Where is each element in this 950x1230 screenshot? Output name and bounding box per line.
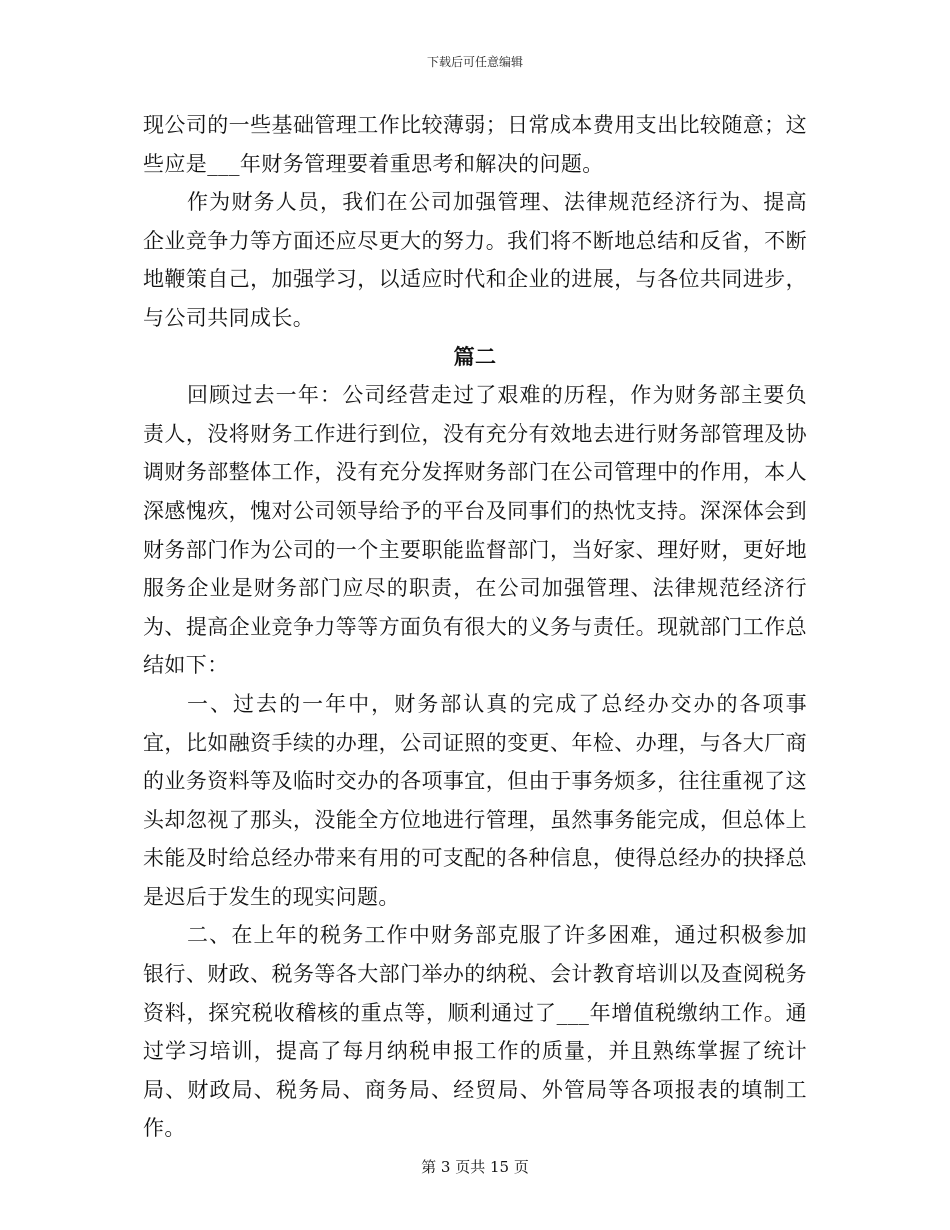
paragraph: 回顾过去一年：公司经营走过了艰难的历程，作为财务部主要负责人，没将财务工作进行到位，没有充分有效地去进行财务部管理及协调财务部整体工作，没有充分发挥财务部门在公司管理中的作用，本人深感愧疚，愧对公司领导给予的平台及同事们的热忱支持。深深体会到财务部门作为公司的一个主要职能监督部门，当好家、理好财，更好地服务企业是财务部门应尽的职责，在公司加强管理、法律规范经济行为、提高企业竞争力等等方面负有很大的义务与责任。现就部门工作总结如下： (143, 383, 807, 678)
page-header-note: 下载后可任意编辑 (426, 55, 523, 69)
paragraph: 一、过去的一年中，财务部认真的完成了总经办交办的各项事宜，比如融资手续的办理，公司证照的变更、年检、办理，与各大厂商的业务资料等及临时交办的各项事宜，但由于事务烦多，往往重视了这头却忽视了那头，没能全方位地进行管理，虽然事务能完成，但总体上未能及时给总经办带来有用的可支配的各种信息，使得总经办的抉择总是迟后于发生的现实问题。 (143, 691, 807, 909)
document-body (143, 106, 807, 1148)
section-title: 篇二 (453, 343, 497, 369)
paragraph-continued: 现公司的一些基础管理工作比较薄弱；日常成本费用支出比较随意；这些应是___年财务管理要着重思考和解决的问题。 (143, 113, 807, 176)
paragraph: 作为财务人员，我们在公司加强管理、法律规范经济行为、提高企业竞争力等方面还应尽更大的努力。我们将不断地总结和反省，不断地鞭策自己，加强学习，以适应时代和企业的进展，与各位共同进步，与公司共同成长。 (143, 190, 807, 330)
page-number: 第 3 页共 15 页 (421, 1158, 529, 1176)
paragraph: 二、在上年的税务工作中财务部克服了许多困难，通过积极参加银行、财政、税务等各大部门举办的纳税、会计教育培训以及查阅税务资料，探究税收稽核的重点等，顺利通过了___年增值税缴纳工作。通过学习培训，提高了每月纳税申报工作的质量，并且熟练掌握了统计局、财政局、税务局、商务局、经贸局、外管局等各项报表的填制工作。 (143, 923, 807, 1141)
